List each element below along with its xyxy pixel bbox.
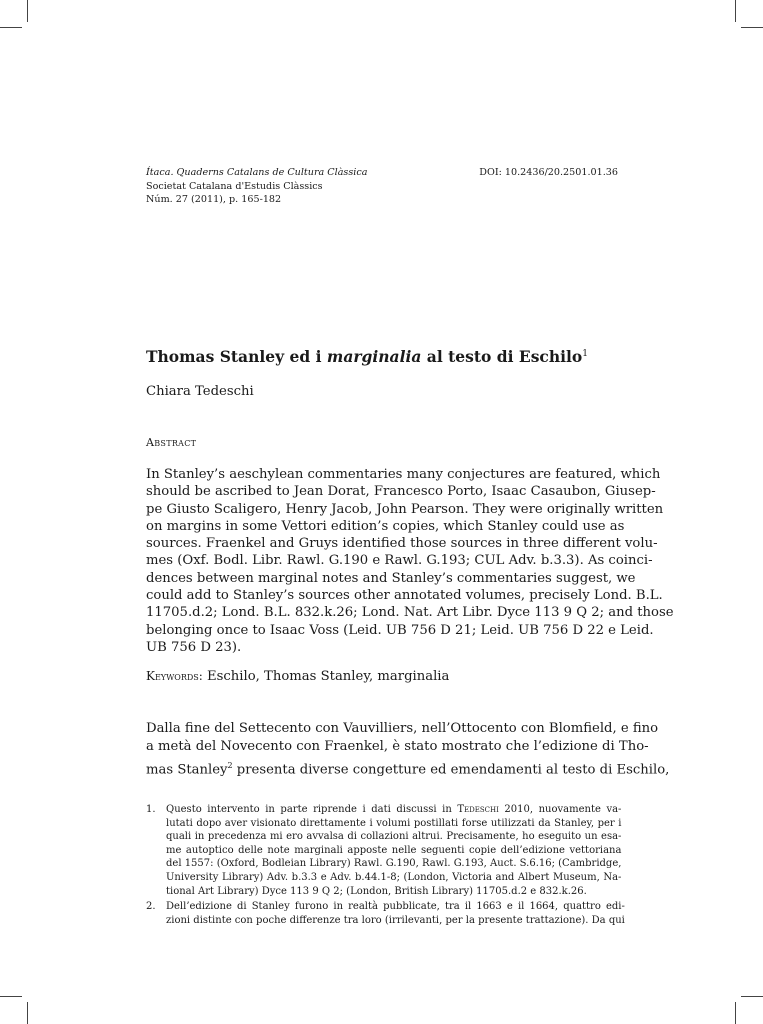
body-text [146, 720, 670, 780]
footnote-line: lutati dopo aver visionato direttamente i volumi postillati forse utilizzati da Stanley, per i [166, 817, 622, 829]
footnote-text [166, 900, 625, 927]
footnote-line: Dell’edizione di Stanley furono in realtà pubblicate, tra il 1663 e il 1664, quattro edi- [166, 901, 625, 913]
footnote-ref[interactable]: 2 [227, 760, 233, 770]
abstract-line: UB 756 D 23). [146, 639, 242, 655]
issue-info: Núm. 27 (2011), p. 165-182 [146, 194, 282, 205]
author-name: Chiara Tedeschi [146, 384, 254, 399]
article-title: Thomas Stanley ed i marginalia al testo di Eschilo$^1$ [146, 347, 588, 366]
abstract-line: could add to Stanley’s sources other annotated volumes, precisely Lond. B.L. [146, 588, 663, 604]
footnote-line: Questo intervento in parte riprende i dati discussi in Tedeschi 2010, nuovamente va- [166, 804, 622, 815]
abstract-line: mes (Oxf. Bodl. Libr. Rawl. G.190 e Rawl. G.193; CUL Adv. b.3.3). As coinci- [146, 553, 653, 569]
abstract-text [146, 466, 674, 656]
crop-mark [27, 1002, 28, 1024]
abstract-line: on margins in some Vettori edition’s copies, which Stanley could use as [146, 518, 625, 534]
footnote-ref[interactable]: 1 [582, 348, 588, 359]
footnote-number: 2. [146, 901, 156, 913]
abstract-line: sources. Fraenkel and Gruys identified those sources in three different volu- [146, 536, 658, 552]
abstract-line: dences between marginal notes and Stanley’s commentaries suggest, we [146, 570, 636, 586]
body-line: a metà del Novecento con Fraenkel, è stato mostrato che l’edizione di Tho- [146, 739, 649, 755]
keywords-value: Eschilo, Thomas Stanley, marginalia [202, 669, 450, 684]
running-header [146, 166, 618, 207]
crop-mark [741, 27, 763, 28]
keywords [146, 669, 449, 684]
abstract-heading: Abstract [146, 436, 197, 449]
footnote-line: quali in precedenza mi ero avvalsa di collazioni altrui. Precisamente, ho eseguito un esa- [166, 831, 622, 843]
crop-mark [27, 0, 28, 22]
footnote-line: del 1557: (Oxford, Bodleian Library) Rawl. G.190, Rawl. G.193, Auct. S.6.16; (Cambridge, [166, 858, 622, 870]
crop-mark [0, 996, 22, 997]
crop-mark [0, 27, 22, 28]
footnote-line: University Library) Adv. b.3.3 e Adv. b.44.1-8; (London, Victoria and Albert Museum, Na- [166, 871, 622, 883]
abstract-line: belonging once to Isaac Voss (Leid. UB 756 D 21; Leid. UB 756 D 22 e Leid. [146, 622, 654, 638]
crop-mark [735, 0, 736, 22]
footnotes [146, 803, 625, 929]
keywords-label: Keywords: [146, 669, 203, 683]
society-name: Societat Catalana d'Estudis Clàssics [146, 180, 323, 192]
journal-name: Ítaca. Quaderns Catalans de Cultura Clàssica [146, 167, 368, 178]
footnote-1 [146, 803, 622, 898]
footnote-line: me autoptico delle note marginali apposte nelle seguenti copie dell’edizione vettoriana [166, 844, 622, 856]
body-line: Dalla fine del Settecento con Vauvilliers, nell’Ottocento con Blomfield, e fino [146, 721, 659, 736]
crop-mark [741, 996, 763, 997]
footnote-2 [146, 900, 625, 927]
footnote-line: tional Art Library) Dyce 113 9 Q 2; (London, British Library) 11705.d.2 e 832.k.26. [166, 885, 587, 897]
footnote-text [166, 803, 621, 898]
crop-mark [735, 1002, 736, 1024]
abstract-line: 11705.d.2; Lond. B.L. 832.k.26; Lond. Nat. Art Libr. Dyce 113 9 Q 2; and those [146, 605, 674, 621]
body-line: mas Stanley$^2$ presenta diverse congetture ed emendamenti al testo di Eschilo, [146, 760, 670, 778]
footnote-number: 1. [146, 804, 156, 815]
abstract-line: In Stanley’s aeschylean commentaries many conjectures are featured, which [146, 467, 661, 482]
abstract-line: pe Giusto Scaligero, Henry Jacob, John Pearson. They were originally written [146, 501, 664, 517]
doi: DOI: 10.2436/20.2501.01.36 [479, 167, 618, 178]
footnote-line: zioni distinte con poche differenze tra loro (irrilevanti, per la presente trattazione). Da qui [166, 914, 625, 926]
abstract-line: should be ascribed to Jean Dorat, Francesco Porto, Isaac Casaubon, Giusep- [146, 484, 656, 500]
